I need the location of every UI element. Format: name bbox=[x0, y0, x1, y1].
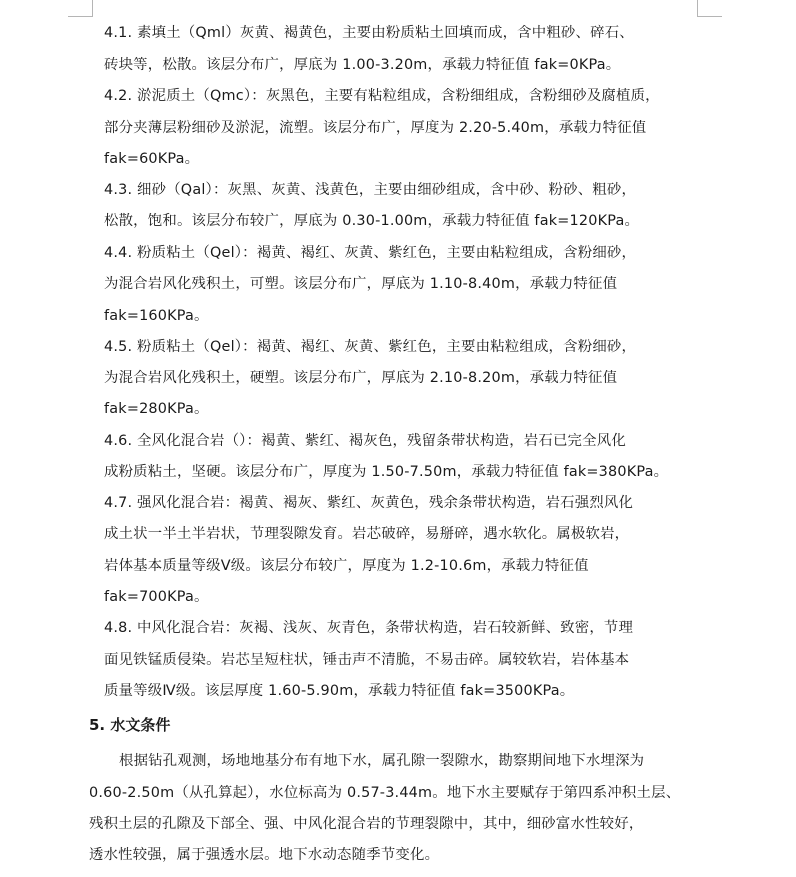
item-4-7-line-1: 4.7. 强风化混合岩：褐黄、褐灰、紫红、灰黄色，残余条带状构造，岩石强烈风化 bbox=[104, 495, 634, 511]
item-4-4-line-3: fak=160KPa。 bbox=[104, 308, 209, 324]
item-4-5-line-2: 为混合岩风化残积土，硬塑。该层分布广，厚底为 2.10-8.20m，承载力特征值 bbox=[104, 370, 618, 386]
item-4-1-line-1: 4.1. 素填土（Qml）灰黄、褐黄色，主要由粉质粘土回填而成，含中粗砂、碎石、 bbox=[104, 25, 634, 41]
crop-mark-right bbox=[697, 0, 722, 17]
item-4-8-line-3: 质量等级Ⅳ级。该层厚度 1.60-5.90m，承载力特征值 fak=3500KPa。 bbox=[104, 683, 575, 699]
item-4-2-line-3: fak=60KPa。 bbox=[104, 151, 200, 167]
item-4-6-line-1: 4.6. 全风化混合岩（）：褐黄、紫红、褐灰色，残留条带状构造，岩石已完全风化 bbox=[104, 433, 626, 449]
item-4-3-line-1: 4.3. 细砂（Qal）：灰黑、灰黄、浅黄色，主要由细砂组成，含中砂、粉砂、粗砂， bbox=[104, 182, 637, 198]
item-4-7-line-2: 成土状一半土半岩状，节理裂隙发育。岩芯破碎，易掰碎，遇水软化。属极软岩， bbox=[104, 526, 630, 542]
item-4-7-line-3: 岩体基本质量等级Ⅴ级。该层分布较广，厚度为 1.2-10.6m，承载力特征值 bbox=[104, 558, 589, 574]
crop-mark-left bbox=[68, 0, 93, 17]
section-5-line-1: 根据钻孔观测，场地地基分布有地下水，属孔隙一裂隙水，勘察期间地下水埋深为 bbox=[119, 753, 645, 769]
item-4-2-line-2: 部分夹薄层粉细砂及淤泥，流塑。该层分布广，厚度为 2.20-5.40m，承载力特征值 bbox=[104, 120, 647, 136]
section-5-line-4: 透水性较强，属于强透水层。地下水动态随季节变化。 bbox=[89, 847, 440, 863]
item-4-7-line-4: fak=700KPa。 bbox=[104, 589, 209, 605]
item-4-1-line-2: 砖块等，松散。该层分布广，厚底为 1.00-3.20m，承载力特征值 fak=0KPa。 bbox=[104, 57, 621, 73]
item-4-6-line-2: 成粉质粘土，坚硬。该层分布广，厚度为 1.50-7.50m，承载力特征值 fak=380KPa。 bbox=[104, 464, 669, 480]
item-4-2-line-1: 4.2. 淤泥质土（Qmc）：灰黑色，主要有粘粒组成，含粉细组成，含粉细砂及腐植质， bbox=[104, 88, 660, 104]
item-4-5-line-3: fak=280KPa。 bbox=[104, 401, 209, 417]
item-4-4-line-2: 为混合岩风化残积土，可塑。该层分布广，厚底为 1.10-8.40m，承载力特征值 bbox=[104, 276, 618, 292]
item-4-8-line-2: 面见铁锰质侵染。岩芯呈短柱状，锤击声不清脆，不易击碎。属较软岩，岩体基本 bbox=[104, 652, 630, 668]
section-5-heading: 5. 水文条件 bbox=[89, 716, 171, 734]
section-5-line-3: 残积土层的孔隙及下部全、强、中风化混合岩的节理裂隙中，其中，细砂富水性较好， bbox=[89, 816, 644, 832]
item-4-8-line-1: 4.8. 中风化混合岩：灰褐、浅灰、灰青色，条带状构造，岩石较新鲜、致密，节理 bbox=[104, 620, 634, 636]
item-4-5-line-1: 4.5. 粉质粘土（Qel）：褐黄、褐红、灰黄、紫红色，主要由粘粒组成，含粉细砂， bbox=[104, 339, 637, 355]
item-4-4-line-1: 4.4. 粉质粘土（Qel）：褐黄、褐红、灰黄、紫红色，主要由粘粒组成，含粉细砂， bbox=[104, 245, 637, 261]
section-5-line-2: 0.60-2.50m（从孔算起），水位标高为 0.57-3.44m。地下水主要赋存于第四系冲积土层、 bbox=[89, 785, 681, 801]
item-4-3-line-2: 松散，饱和。该层分布较广，厚底为 0.30-1.00m，承载力特征值 fak=120KPa。 bbox=[104, 213, 640, 229]
